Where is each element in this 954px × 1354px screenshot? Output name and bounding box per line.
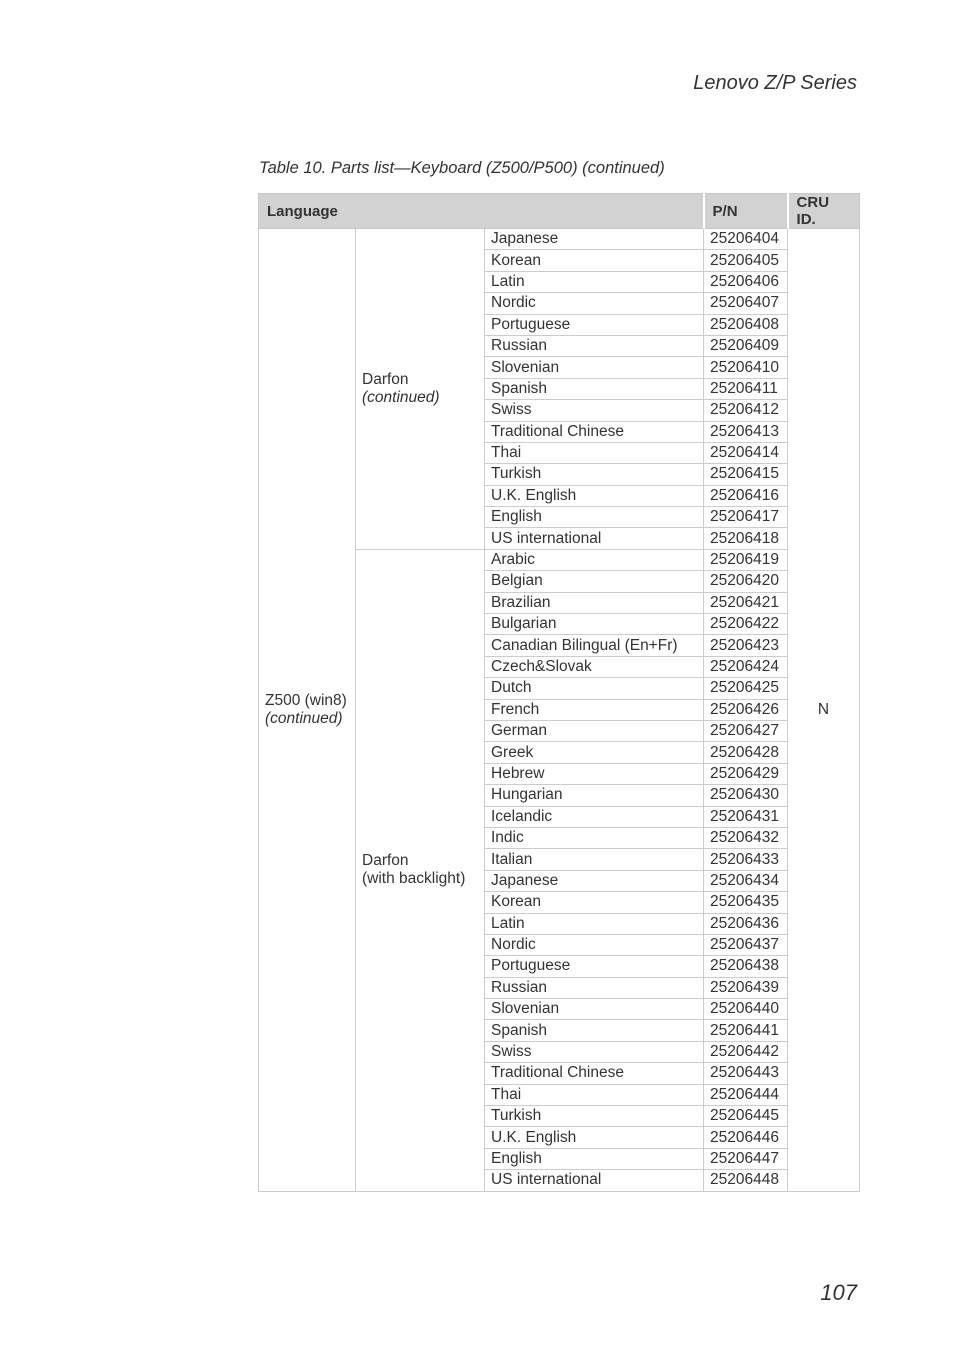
- language-cell: Spanish: [485, 1020, 704, 1041]
- part-number-cell: 25206419: [704, 549, 788, 570]
- language-cell: Spanish: [485, 378, 704, 399]
- part-number-cell: 25206430: [704, 785, 788, 806]
- part-number-cell: 25206415: [704, 464, 788, 485]
- language-cell: Hungarian: [485, 785, 704, 806]
- language-cell: Korean: [485, 892, 704, 913]
- part-number-cell: 25206414: [704, 442, 788, 463]
- language-cell: Turkish: [485, 1106, 704, 1127]
- part-number-cell: 25206438: [704, 956, 788, 977]
- language-cell: German: [485, 720, 704, 741]
- part-number-cell: 25206405: [704, 250, 788, 271]
- model-name: Z500 (win8): [265, 691, 347, 709]
- part-number-cell: 25206439: [704, 977, 788, 998]
- part-number-cell: 25206416: [704, 485, 788, 506]
- table-body: [259, 229, 860, 1192]
- language-cell: Czech&Slovak: [485, 656, 704, 677]
- part-number-cell: 25206404: [704, 229, 788, 250]
- language-cell: US international: [485, 1170, 704, 1191]
- language-cell: Russian: [485, 335, 704, 356]
- header-language: Language: [259, 194, 704, 229]
- language-cell: Belgian: [485, 571, 704, 592]
- language-cell: Japanese: [485, 870, 704, 891]
- language-cell: Italian: [485, 849, 704, 870]
- part-number-cell: 25206427: [704, 720, 788, 741]
- part-number-cell: 25206410: [704, 357, 788, 378]
- language-cell: Thai: [485, 442, 704, 463]
- part-number-cell: 25206421: [704, 592, 788, 613]
- language-cell: Arabic: [485, 549, 704, 570]
- part-number-cell: 25206425: [704, 678, 788, 699]
- model-cell: [259, 229, 356, 1192]
- part-number-cell: 25206448: [704, 1170, 788, 1191]
- language-cell: Nordic: [485, 934, 704, 955]
- language-cell: Russian: [485, 977, 704, 998]
- part-number-cell: 25206423: [704, 635, 788, 656]
- language-cell: Traditional Chinese: [485, 421, 704, 442]
- part-number-cell: 25206409: [704, 335, 788, 356]
- part-number-cell: 25206437: [704, 934, 788, 955]
- language-cell: English: [485, 1148, 704, 1169]
- cru-id-cell: N: [788, 229, 860, 1192]
- language-cell: U.K. English: [485, 1127, 704, 1148]
- part-number-cell: 25206406: [704, 271, 788, 292]
- supplier-note: (with backlight): [362, 870, 466, 888]
- language-cell: Slovenian: [485, 357, 704, 378]
- part-number-cell: 25206440: [704, 999, 788, 1020]
- language-cell: Swiss: [485, 1041, 704, 1062]
- running-head: Lenovo Z/P Series: [693, 72, 857, 94]
- language-cell: Slovenian: [485, 999, 704, 1020]
- part-number-cell: 25206441: [704, 1020, 788, 1041]
- part-number-cell: 25206413: [704, 421, 788, 442]
- part-number-cell: 25206435: [704, 892, 788, 913]
- header-cru: CRU ID.: [788, 194, 860, 229]
- supplier-name: Darfon: [362, 852, 409, 870]
- language-cell: English: [485, 507, 704, 528]
- language-cell: Traditional Chinese: [485, 1063, 704, 1084]
- part-number-cell: 25206428: [704, 742, 788, 763]
- language-cell: Latin: [485, 913, 704, 934]
- language-cell: Greek: [485, 742, 704, 763]
- language-cell: Icelandic: [485, 806, 704, 827]
- part-number-cell: 25206445: [704, 1106, 788, 1127]
- language-cell: US international: [485, 528, 704, 549]
- part-number-cell: 25206411: [704, 378, 788, 399]
- language-cell: Canadian Bilingual (En+Fr): [485, 635, 704, 656]
- language-cell: Hebrew: [485, 763, 704, 784]
- part-number-cell: 25206407: [704, 293, 788, 314]
- supplier-group-cell: [356, 549, 485, 1191]
- language-cell: Dutch: [485, 678, 704, 699]
- language-cell: Japanese: [485, 229, 704, 250]
- part-number-cell: 25206446: [704, 1127, 788, 1148]
- supplier-note: (continued): [362, 388, 440, 406]
- language-cell: Thai: [485, 1084, 704, 1105]
- language-cell: Korean: [485, 250, 704, 271]
- part-number-cell: 25206431: [704, 806, 788, 827]
- part-number-cell: 25206424: [704, 656, 788, 677]
- part-number-cell: 25206420: [704, 571, 788, 592]
- language-cell: Swiss: [485, 400, 704, 421]
- model-note: (continued): [265, 709, 343, 727]
- part-number-cell: 25206429: [704, 763, 788, 784]
- header-pn: P/N: [704, 194, 788, 229]
- table-header-row: [259, 194, 860, 229]
- language-cell: French: [485, 699, 704, 720]
- part-number-cell: 25206443: [704, 1063, 788, 1084]
- part-number-cell: 25206417: [704, 507, 788, 528]
- language-cell: Indic: [485, 827, 704, 848]
- page-number: 107: [820, 1280, 857, 1305]
- language-cell: Portuguese: [485, 956, 704, 977]
- part-number-cell: 25206418: [704, 528, 788, 549]
- language-cell: Nordic: [485, 293, 704, 314]
- part-number-cell: 25206436: [704, 913, 788, 934]
- part-number-cell: 25206432: [704, 827, 788, 848]
- part-number-cell: 25206442: [704, 1041, 788, 1062]
- supplier-name: Darfon: [362, 370, 409, 388]
- part-number-cell: 25206422: [704, 614, 788, 635]
- supplier-group-cell: [356, 229, 485, 550]
- language-cell: Turkish: [485, 464, 704, 485]
- table-caption: Table 10. Parts list—Keyboard (Z500/P500) (continued): [259, 159, 665, 177]
- language-cell: Latin: [485, 271, 704, 292]
- language-cell: U.K. English: [485, 485, 704, 506]
- part-number-cell: 25206408: [704, 314, 788, 335]
- table-row: [259, 229, 860, 250]
- part-number-cell: 25206412: [704, 400, 788, 421]
- language-cell: Portuguese: [485, 314, 704, 335]
- part-number-cell: 25206434: [704, 870, 788, 891]
- parts-table: [258, 193, 860, 1192]
- part-number-cell: 25206433: [704, 849, 788, 870]
- language-cell: Brazilian: [485, 592, 704, 613]
- language-cell: Bulgarian: [485, 614, 704, 635]
- part-number-cell: 25206426: [704, 699, 788, 720]
- part-number-cell: 25206447: [704, 1148, 788, 1169]
- part-number-cell: 25206444: [704, 1084, 788, 1105]
